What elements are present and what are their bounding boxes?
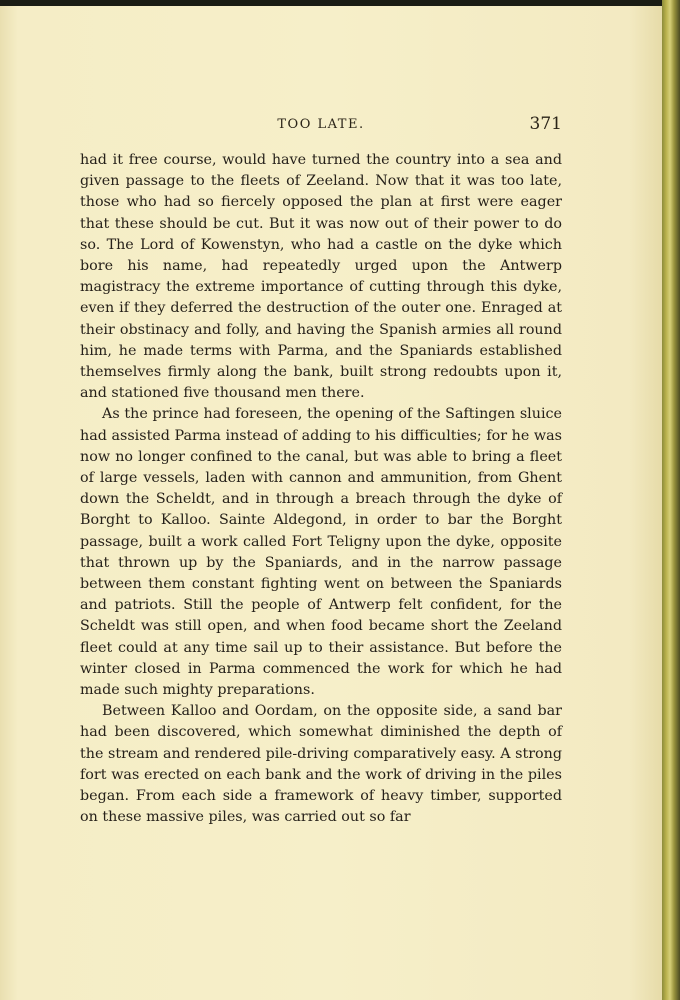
paragraph-1: had it free course, would have turned the country into a sea and given passage to the fleets of Zeeland. Now that it was too late, those who had so fiercely opposed the plan at first were eager that these should be cut. But it was now out of their power to do so. The Lord of Kowenstyn, who had a castle on the dyke which bore his name, had repeatedly urged upon the Antwerp magistracy the extreme importance of cutting through this dyke, even if they deferred the destruction of the outer one. Enraged at their obstinacy and folly, and having the Spanish armies all round him, he made terms with Parma, and the Spaniards established themselves firmly along the bank, built strong redoubts upon it, and stationed five thousand men there. bbox=[80, 152, 562, 402]
book-page bbox=[0, 6, 662, 1000]
page-header bbox=[80, 114, 562, 138]
running-head: TOO LATE. bbox=[277, 117, 365, 132]
page-number: 371 bbox=[529, 114, 562, 134]
book-page-edge bbox=[662, 0, 680, 1000]
paragraph-3: Between Kalloo and Oordam, on the opposite side, a sand bar had been discovered, which somewhat diminished the depth of the stream and rendered pile-driving comparatively easy. A strong fort was erected on each bank and the work of driving in the piles began. From each side a framework of heavy timber, supported on these massive piles, was carried out so far bbox=[80, 703, 562, 826]
paragraph-2: As the prince had foreseen, the opening of the Saftingen sluice had assisted Parma instead of adding to his difficulties; for he was now no longer confined to the canal, but was able to bring a fleet of large vessels, laden with cannon and ammunition, from Ghent down the Scheldt, and in through a breach through the dyke of Borght to Kalloo. Sainte Aldegond, in order to bar the Borght passage, built a work called Fort Teligny upon the dyke, opposite that thrown up by the Spaniards, and in the narrow passage between them constant fighting went on between the Spaniards and patriots. Still the people of Antwerp felt confident, for the Scheldt was still open, and when food became short the Zeeland fleet could at any time sail up to their assistance. But before the winter closed in Parma commenced the work for which he had made such mighty preparations. bbox=[80, 406, 562, 699]
page-body bbox=[80, 150, 562, 829]
